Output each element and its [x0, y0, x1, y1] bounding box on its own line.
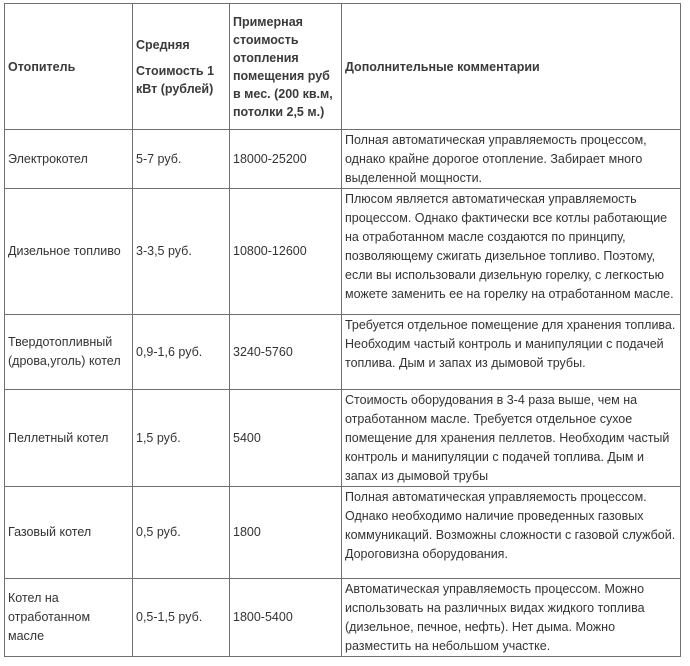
table-row — [5, 487, 681, 579]
cell-comment: Плюсом является автоматическая управляемость процессом. Однако фактически все котлы работающие на отработанном масле создаются по принципу, позволяющему сжигать дизельное топливо. Поэтому, если вы использовали дизельную горелку, с легкостью можете заменить ее на горелку на отработанном масле. — [342, 189, 681, 315]
table-row — [5, 579, 681, 657]
table-header-row — [5, 4, 681, 130]
cell-monthly: 5400 — [230, 390, 342, 487]
cell-monthly: 1800 — [230, 487, 342, 579]
header-avg-cost-line1: Средняя — [136, 37, 190, 52]
cell-cost: 1,5 руб. — [133, 390, 230, 487]
table-row — [5, 130, 681, 189]
cell-comment: Полная автоматическая управляемость процессом, однако крайне дорогое отопление. Забирает много выделенной мощности. — [342, 130, 681, 189]
cell-cost: 0,5-1,5 руб. — [133, 579, 230, 657]
cell-heater: Котел на отработанном масле — [5, 579, 133, 657]
heating-cost-table — [4, 3, 681, 657]
header-monthly-cost: Примерная стоимость отопления помещения руб в мес. (200 кв.м, потолки 2,5 м.) — [230, 4, 342, 130]
cell-heater: Пеллетный котел — [5, 390, 133, 487]
cell-heater: Дизельное топливо — [5, 189, 133, 315]
cell-cost: 5-7 руб. — [133, 130, 230, 189]
table-row — [5, 189, 681, 315]
cell-cost: 0,9-1,6 руб. — [133, 315, 230, 390]
cell-monthly: 18000-25200 — [230, 130, 342, 189]
table-row — [5, 315, 681, 390]
header-comments: Дополнительные комментарии — [342, 4, 681, 130]
cell-monthly: 3240-5760 — [230, 315, 342, 390]
cell-monthly: 1800-5400 — [230, 579, 342, 657]
cell-comment: Требуется отдельное помещение для хранения топлива. Необходим частый контроль и манипуляции с подачей топлива. Дым и запах из дымовой трубы. — [342, 315, 681, 390]
header-heater: Отопитель — [5, 4, 133, 130]
cell-comment: Стоимость оборудования в 3-4 раза выше, чем на отработанном масле. Требуется отдельное сухое помещение для хранения пеллетов. Необходим частый контроль и манипуляции с подачей топлива. Дым и запах из дымовой трубы — [342, 390, 681, 487]
cell-heater: Электрокотел — [5, 130, 133, 189]
header-avg-cost-line2: Стоимость 1 кВт (рублей) — [136, 63, 215, 96]
cell-cost: 0,5 руб. — [133, 487, 230, 579]
cell-heater: Твердотопливный (дрова,уголь) котел — [5, 315, 133, 390]
cell-cost: 3-3,5 руб. — [133, 189, 230, 315]
cell-comment: Автоматическая управляемость процессом. Можно использовать на различных видах жидкого топлива (дизельное, печное, нефть). Нет дыма. Можно разместить на небольшом участке. — [342, 579, 681, 657]
header-avg-cost — [133, 4, 230, 130]
cell-comment: Полная автоматическая управляемость процессом. Однако необходимо наличие проведенных газовых коммуникаций. Возможны сложности с газовой службой. Дороговизна оборудования. — [342, 487, 681, 579]
cell-monthly: 10800-12600 — [230, 189, 342, 315]
cell-heater: Газовый котел — [5, 487, 133, 579]
table-row — [5, 390, 681, 487]
